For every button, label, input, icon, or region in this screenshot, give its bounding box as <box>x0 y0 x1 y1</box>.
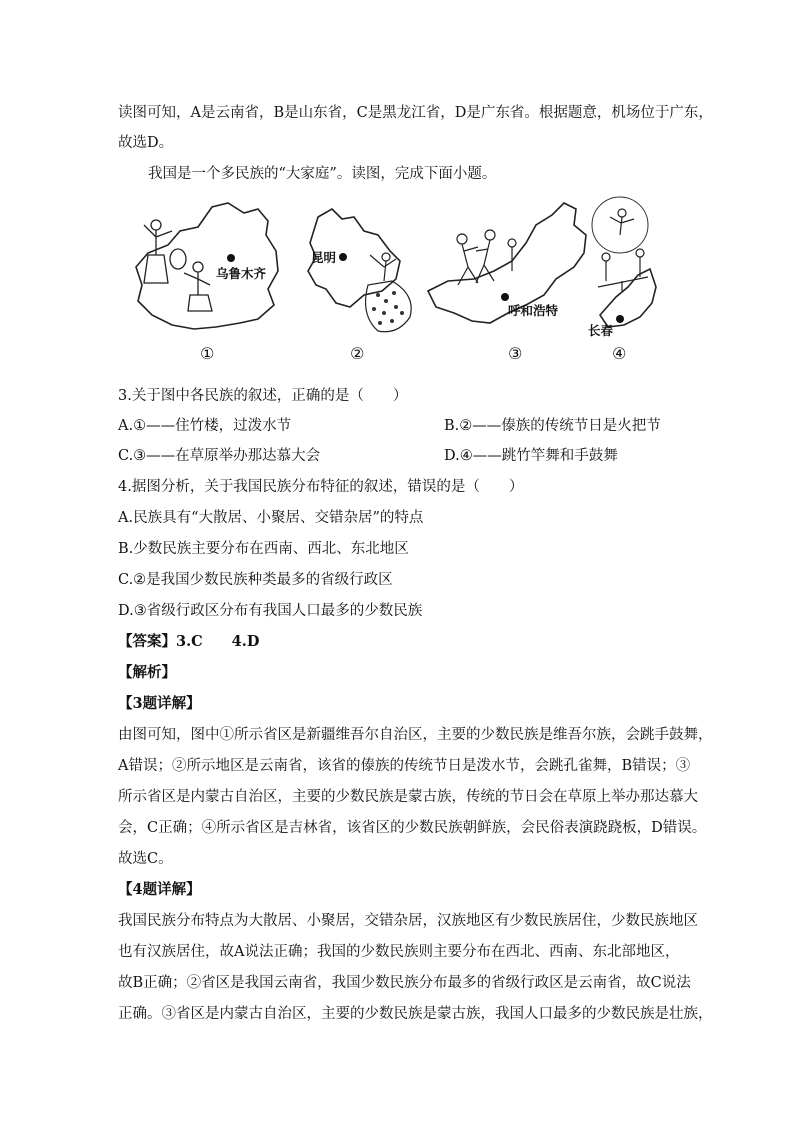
detail3-line: 所示省区是内蒙古自治区，主要的少数民族是蒙古族，传统的节日会在草原上举办那达慕大 <box>118 789 698 805</box>
label-urumqi: 乌鲁木齐 <box>216 266 267 281</box>
ethnic-map-figure <box>128 195 668 365</box>
q4-option-d: D.③省级行政区分布有我国人口最多的少数民族 <box>118 603 423 619</box>
inner-mongolia-map <box>428 203 586 323</box>
detail4-line: 也有汉族居住，故A说法正确；我国的少数民族则主要分布在西北、西南、东北部地区， <box>118 944 680 960</box>
jilin-map <box>588 197 656 338</box>
detail3-line: 会，C正确；④所示省区是吉林省，该省区的少数民族朝鲜族，会民俗表演跷跷板，D错误。 <box>118 820 707 836</box>
figure-number-1: ① <box>200 344 215 363</box>
detail4-line: 我国民族分布特点为大散居、小聚居，交错杂居，汉族地区有少数民族居住，少数民族地区 <box>118 913 698 929</box>
detail3-line: 故选C。 <box>118 851 173 867</box>
detail4-header: 【4题详解】 <box>118 881 201 898</box>
label-changchun: 长春 <box>588 323 614 338</box>
q4-option-c: C.②是我国少数民族种类最多的省级行政区 <box>118 572 393 588</box>
xinjiang-map <box>136 203 278 329</box>
figure-number-4: ④ <box>612 344 627 363</box>
detail3-header: 【3题详解】 <box>118 695 201 712</box>
q3-option-c: C.③——在草原举办那达慕大会 <box>118 448 321 464</box>
q3-option-b: B.②——傣族的传统节日是火把节 <box>444 418 661 434</box>
answer-line: 【答案】3.C 4.D <box>118 633 260 650</box>
q4-option-b: B.少数民族主要分布在西南、西北、东北地区 <box>118 541 409 557</box>
q3-option-d: D.④——跳竹竿舞和手鼓舞 <box>444 448 618 464</box>
label-kunming: 昆明 <box>311 250 337 265</box>
label-hohhot: 呼和浩特 <box>508 303 559 318</box>
question-stem: 我国是一个多民族的“大家庭”。读图，完成下面小题。 <box>148 166 497 182</box>
yunnan-map <box>308 209 411 332</box>
q4-stem: 4.据图分析，关于我国民族分布特征的叙述，错误的是（ ） <box>118 479 524 495</box>
detail3-line: A错误；②所示地区是云南省，该省的傣族的传统节日是泼水节，会跳孔雀舞，B错误；③ <box>118 758 691 774</box>
q3-option-a: A.①——住竹楼，过泼水节 <box>118 418 292 434</box>
detail3-line: 由图可知，图中①所示省区是新疆维吾尔自治区，主要的少数民族是维吾尔族，会跳手鼓舞， <box>118 727 713 743</box>
figure-number-3: ③ <box>508 344 523 363</box>
intro-line-2: 故选D。 <box>118 135 174 151</box>
figure-number-2: ② <box>350 344 365 363</box>
q4-option-a: A.民族具有“大散居、小聚居、交错杂居”的特点 <box>118 510 424 526</box>
intro-line-1: 读图可知，A是云南省，B是山东省，C是黑龙江省，D是广东省。根据题意，机场位于广东， <box>118 105 713 121</box>
detail4-line: 故B正确；②省区是我国云南省，我国少数民族分布最多的省级行政区是云南省，故C说法 <box>118 975 691 991</box>
q3-stem: 3.关于图中各民族的叙述，正确的是（ ） <box>118 388 408 404</box>
analysis-header: 【解析】 <box>118 664 176 681</box>
detail4-line: 正确。③省区是内蒙古自治区，主要的少数民族是蒙古族，我国人口最多的少数民族是壮族， <box>118 1006 713 1022</box>
